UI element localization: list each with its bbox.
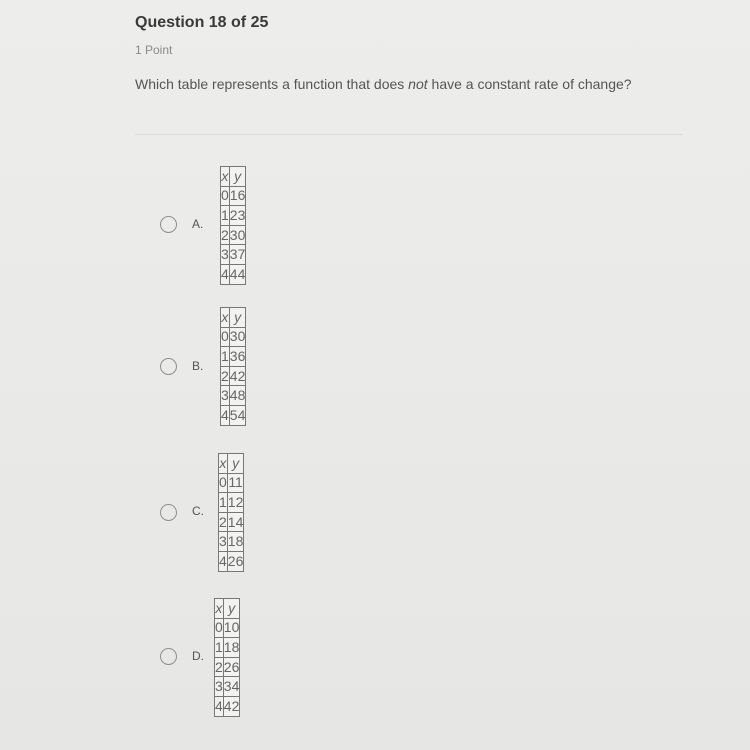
table-cell-y: 30 (229, 225, 246, 245)
option-a-table (220, 166, 246, 285)
table-cell-x: 1 (215, 638, 224, 658)
table-row (219, 512, 244, 532)
table-cell-y: 26 (223, 657, 240, 677)
table-row (221, 327, 246, 347)
table-cell-y: 37 (229, 245, 246, 265)
table-header-row (219, 454, 244, 474)
table-cell-y: 11 (227, 473, 244, 493)
table-row (221, 264, 246, 284)
table-cell-y: 16 (229, 186, 246, 206)
table-cell-y: 26 (227, 551, 244, 571)
question-text-after: have a constant rate of change? (427, 76, 632, 92)
table-header-row (215, 599, 240, 619)
table-cell-y: 44 (229, 264, 246, 284)
table-row (221, 366, 246, 386)
option-a-letter: A. (192, 217, 204, 231)
table-header-y: y (227, 454, 244, 474)
table-cell-x: 2 (221, 366, 230, 386)
table-cell-x: 4 (215, 696, 224, 716)
table-row (215, 696, 240, 716)
table-cell-x: 3 (219, 532, 228, 552)
table-header-x: x (219, 454, 228, 474)
table-cell-y: 36 (229, 347, 246, 367)
table-cell-y: 10 (223, 618, 240, 638)
table-cell-y: 30 (229, 327, 246, 347)
question-points: 1 Point (135, 43, 173, 57)
table-cell-x: 1 (221, 347, 230, 367)
table-header-y: y (229, 167, 246, 187)
option-d-letter: D. (192, 649, 204, 663)
table-row (221, 225, 246, 245)
table-cell-x: 0 (219, 473, 228, 493)
question-text-before: Which table represents a function that does (135, 76, 409, 92)
table-cell-x: 1 (219, 493, 228, 513)
table-cell-y: 12 (227, 493, 244, 513)
option-b-table (220, 307, 246, 426)
option-c-letter: C. (192, 504, 204, 518)
table-row (219, 551, 244, 571)
option-b-letter: B. (192, 359, 204, 373)
table-header-x: x (221, 167, 230, 187)
table-header-row (221, 308, 246, 328)
table-cell-y: 23 (229, 206, 246, 226)
table-cell-y: 54 (229, 405, 246, 425)
table-header-y: y (223, 599, 240, 619)
option-b-radio[interactable] (160, 358, 177, 375)
table-row (215, 638, 240, 658)
table-cell-x: 2 (221, 225, 230, 245)
table-header-x: x (215, 599, 224, 619)
table-cell-x: 1 (221, 206, 230, 226)
table-cell-y: 42 (229, 366, 246, 386)
table-row (219, 493, 244, 513)
table-cell-x: 4 (221, 405, 230, 425)
table-cell-y: 42 (223, 696, 240, 716)
table-cell-x: 3 (215, 677, 224, 697)
table-row (221, 347, 246, 367)
table-cell-x: 2 (219, 512, 228, 532)
table-cell-x: 3 (221, 386, 230, 406)
table-row (219, 473, 244, 493)
option-c-radio[interactable] (160, 504, 177, 521)
table-header-y: y (229, 308, 246, 328)
option-d-table (214, 598, 240, 717)
table-row (215, 677, 240, 697)
question-text-emphasis: not (408, 76, 428, 92)
table-row (215, 618, 240, 638)
table-cell-y: 48 (229, 386, 246, 406)
divider (135, 134, 683, 135)
table-row (221, 405, 246, 425)
table-cell-x: 2 (215, 657, 224, 677)
question-title: Question 18 of 25 (135, 14, 269, 31)
table-cell-x: 3 (221, 245, 230, 265)
table-cell-x: 4 (219, 551, 228, 571)
table-row (221, 186, 246, 206)
option-d-radio[interactable] (160, 648, 177, 665)
table-cell-x: 0 (215, 618, 224, 638)
table-row (221, 206, 246, 226)
question-text (135, 75, 655, 94)
table-row (221, 245, 246, 265)
table-cell-y: 18 (227, 532, 244, 552)
table-header-row (221, 167, 246, 187)
table-cell-x: 4 (221, 264, 230, 284)
table-cell-x: 0 (221, 186, 230, 206)
table-row (219, 532, 244, 552)
table-cell-y: 14 (227, 512, 244, 532)
table-cell-y: 18 (223, 638, 240, 658)
table-cell-x: 0 (221, 327, 230, 347)
table-row (221, 386, 246, 406)
table-cell-y: 34 (223, 677, 240, 697)
option-a-radio[interactable] (160, 216, 177, 233)
table-row (215, 657, 240, 677)
table-header-x: x (221, 308, 230, 328)
option-c-table (218, 453, 244, 572)
